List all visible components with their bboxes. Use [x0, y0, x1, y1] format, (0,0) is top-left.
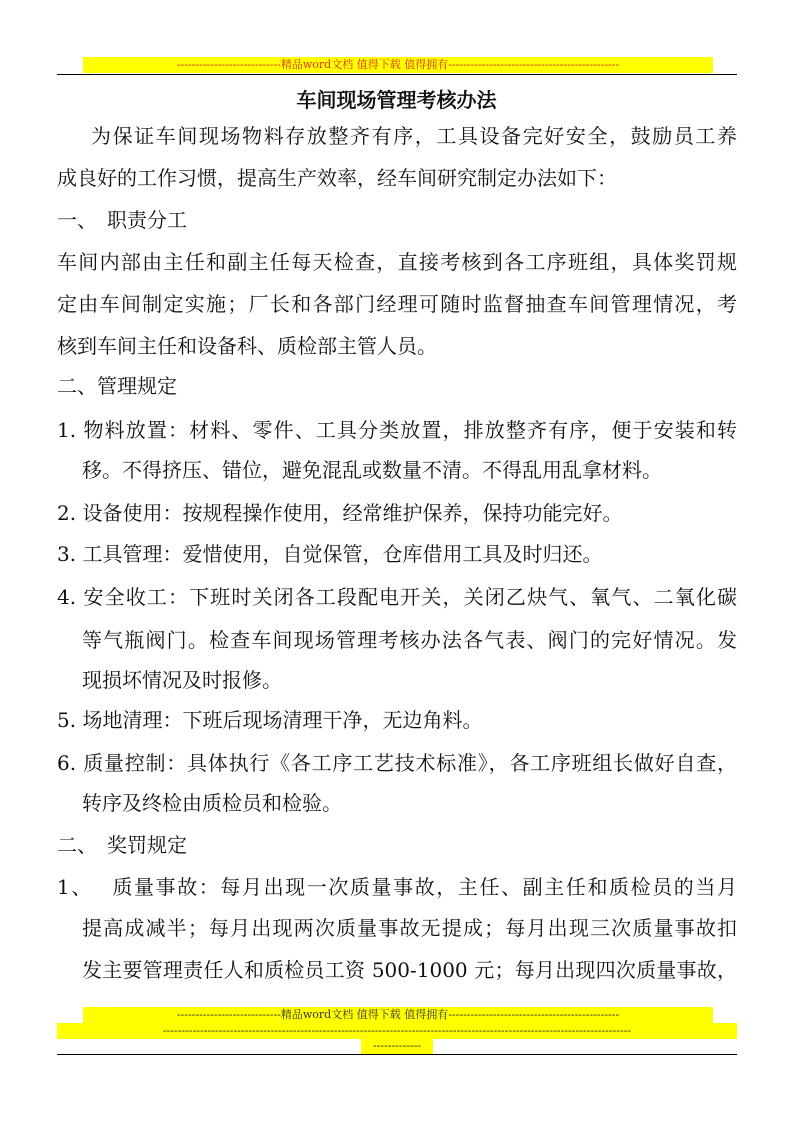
list-item-continuation: 转序及终检由质检员和检验。 [82, 791, 342, 815]
list-item-continuation: 等气瓶阀门。检查车间现场管理考核办法各气表、阀门的完好情况。发 [82, 628, 737, 652]
header-rule [57, 74, 737, 75]
list-item: 3. 工具管理：爱惜使用，自觉保管，仓库借用工具及时归还。 [57, 542, 603, 566]
footer-rule [57, 1054, 737, 1055]
list-item: 1、 质量事故：每月出现一次质量事故，主任、副主任和质检员的当月 [57, 875, 737, 899]
list-item-continuation: 现损坏情况及时报修。 [82, 668, 282, 692]
list-item: 5. 场地清理：下班后现场清理干净，无边角料。 [57, 708, 483, 732]
list-item: 4. 安全收工：下班时关闭各工段配电开关，关闭乙炔气、氧气、二氧化碳 [57, 585, 737, 609]
footer-dash-line: ------------------------------------------------------------------------------------------------------------------------------ [57, 1023, 737, 1039]
header-banner: ----------------------------精品word文档 值得下载 值得拥有---------------------------------------------- [83, 57, 713, 73]
section-heading: 一、 职责分工 [57, 208, 187, 232]
list-item-continuation: 提高成减半；每月出现两次质量事故无提成；每月出现三次质量事故扣 [82, 916, 737, 940]
paragraph-line: 定由车间制定实施；厂长和各部门经理可随时监督抽查车间管理情况，考 [57, 292, 737, 316]
paragraph-line: 为保证车间现场物料存放整齐有序，工具设备完好安全，鼓励员工养 [91, 124, 737, 148]
list-item: 2. 设备使用：按规程操作使用，经常维护保养，保持功能完好。 [57, 501, 623, 525]
footer-banner: ----------------------------精品word文档 值得下载 值得拥有---------------------------------------------- [83, 1007, 713, 1023]
paragraph-line: 成良好的工作习惯，提高生产效率，经车间研究制定办法如下： [57, 166, 617, 190]
paragraph-line: 车间内部由主任和副主任每天检查，直接考核到各工序班组，具体奖罚规 [57, 250, 737, 274]
list-item: 1. 物料放置：材料、零件、工具分类放置，排放整齐有序，便于安装和转 [57, 418, 737, 442]
footer-dash-line-short: ------------- [361, 1038, 433, 1054]
list-item-continuation: 移。不得挤压、错位，避免混乱或数量不清。不得乱用乱拿材料。 [82, 458, 662, 482]
section-heading: 二、 奖罚规定 [57, 833, 187, 857]
section-heading: 二、管理规定 [57, 374, 177, 398]
list-item: 6. 质量控制：具体执行《各工序工艺技术标准》，各工序班组长做好自查， [57, 751, 737, 775]
list-item-continuation: 发主要管理责任人和质检员工资 500-1000 元；每月出现四次质量事故， [82, 958, 737, 982]
document-title: 车间现场管理考核办法 [296, 88, 497, 112]
paragraph-line: 核到车间主任和设备科、质检部主管人员。 [57, 334, 437, 358]
